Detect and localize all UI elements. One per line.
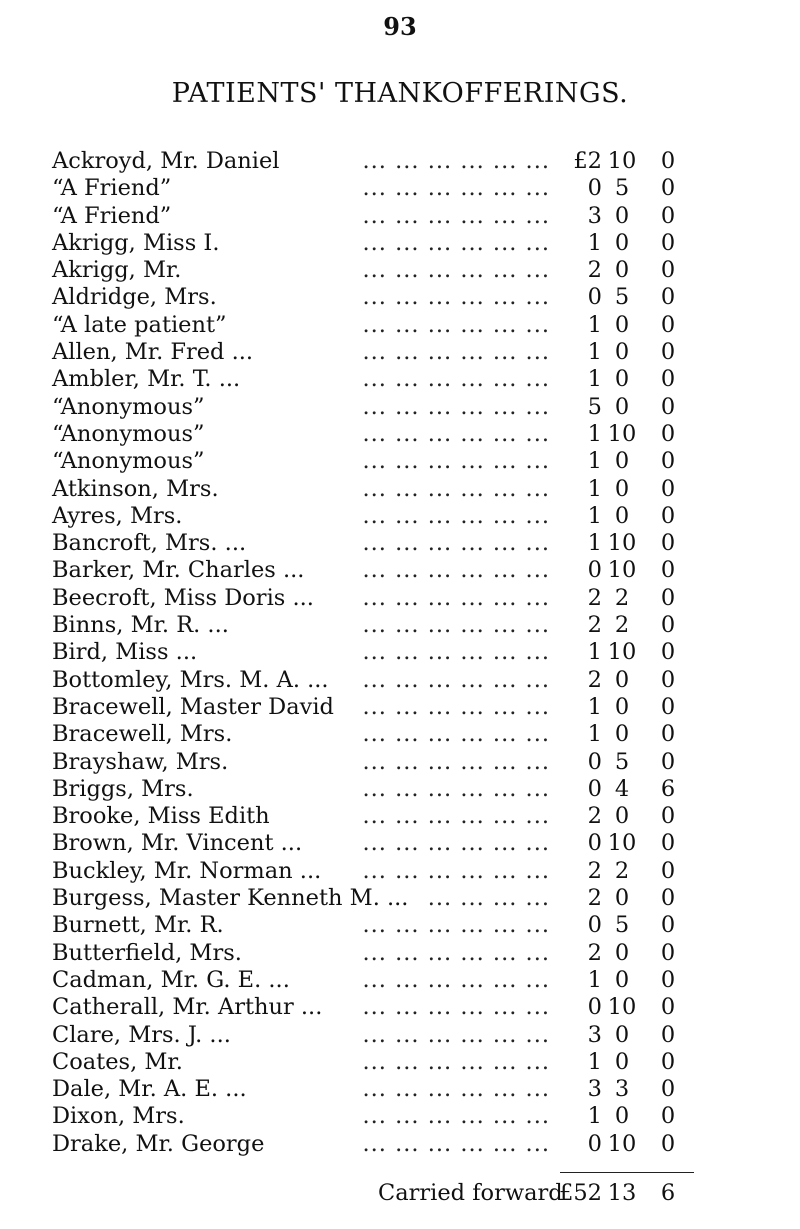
donor-name: Butterfield, Mrs. <box>52 939 242 966</box>
amount-shillings: 0 <box>614 885 630 912</box>
donor-name: Dixon, Mrs. <box>52 1103 185 1130</box>
amount-pence: 0 <box>660 257 676 284</box>
amount-shillings: 2 <box>614 857 630 884</box>
amount-pounds: 2 <box>587 612 602 639</box>
donor-name: Brown, Mr. Vincent ... <box>52 830 303 857</box>
donor-name: Ayres, Mrs. <box>52 502 183 529</box>
amount-pounds: 0 <box>587 912 602 939</box>
leader-dots: ... ... ... ... ... ... <box>362 366 550 393</box>
amount-pence: 0 <box>660 666 676 693</box>
donor-name: Dale, Mr. A. E. ... <box>52 1076 247 1103</box>
donation-row <box>0 394 800 421</box>
amount-pence: 0 <box>660 229 676 256</box>
amount-shillings: 10 <box>607 420 637 447</box>
total-pence: 6 <box>660 1180 676 1206</box>
donation-row <box>0 612 800 639</box>
amount-pence: 0 <box>660 311 676 338</box>
leader-dots: ... ... ... ... ... ... <box>362 994 550 1021</box>
amount-shillings: 0 <box>614 966 630 993</box>
amount-shillings: 0 <box>614 1021 630 1048</box>
amount-pounds: 3 <box>587 1021 602 1048</box>
amount-pence: 0 <box>660 1076 676 1103</box>
donor-name: Ackroyd, Mr. Daniel <box>52 148 280 174</box>
amount-shillings: 0 <box>614 1103 630 1130</box>
donation-row <box>0 912 800 939</box>
amount-pounds: 1 <box>587 1103 602 1130</box>
leader-dots: ... ... ... ... ... ... <box>362 229 550 256</box>
amount-pence: 0 <box>660 612 676 639</box>
leader-dots: ... ... ... ... <box>427 885 550 912</box>
donation-row <box>0 557 800 584</box>
total-label: Carried forward <box>378 1180 563 1206</box>
amount-shillings: 0 <box>614 721 630 748</box>
donor-name: “Anonymous” <box>52 393 205 420</box>
amount-pence: 0 <box>660 284 676 311</box>
amount-pence: 0 <box>660 202 676 229</box>
total-rule <box>560 1172 694 1173</box>
donor-name: Bottomley, Mrs. M. A. ... <box>52 666 329 693</box>
leader-dots: ... ... ... ... ... ... <box>362 448 550 475</box>
amount-pence: 0 <box>660 721 676 748</box>
leader-dots: ... ... ... ... ... ... <box>362 393 550 420</box>
leader-dots: ... ... ... ... ... ... <box>362 420 550 447</box>
amount-pence: 0 <box>660 1048 676 1075</box>
amount-pounds: 2 <box>587 584 602 611</box>
amount-pence: 0 <box>660 175 676 202</box>
leader-dots: ... ... ... ... ... ... <box>362 502 550 529</box>
donor-name: Binns, Mr. R. ... <box>52 612 229 639</box>
donor-name: “Anonymous” <box>52 448 205 475</box>
amount-pence: 0 <box>660 748 676 775</box>
donation-row <box>0 1103 800 1130</box>
amount-pence: 0 <box>660 448 676 475</box>
donor-name: Beecroft, Miss Doris ... <box>52 584 314 611</box>
amount-pounds: 2 <box>587 939 602 966</box>
amount-pounds: 1 <box>587 448 602 475</box>
amount-shillings: 0 <box>614 666 630 693</box>
donor-name: Aldridge, Mrs. <box>52 284 217 311</box>
donation-row <box>0 585 800 612</box>
donation-row <box>0 858 800 885</box>
donation-row <box>0 230 800 257</box>
donation-row <box>0 803 800 830</box>
amount-pence: 0 <box>660 639 676 666</box>
amount-shillings: 10 <box>607 557 637 584</box>
leader-dots: ... ... ... ... ... ... <box>362 284 550 311</box>
donor-name: Barker, Mr. Charles ... <box>52 557 305 584</box>
page-title: PATIENTS' THANKOFFERINGS. <box>171 78 629 109</box>
amount-pounds: 1 <box>587 502 602 529</box>
amount-shillings: 0 <box>614 475 630 502</box>
amount-pence: 0 <box>660 584 676 611</box>
amount-shillings: 0 <box>614 339 630 366</box>
donation-row <box>0 284 800 311</box>
donation-row <box>0 967 800 994</box>
amount-shillings: 3 <box>614 1076 630 1103</box>
amount-pounds: 1 <box>587 639 602 666</box>
amount-shillings: 0 <box>614 448 630 475</box>
donation-row <box>0 749 800 776</box>
donation-row <box>0 1131 800 1158</box>
leader-dots: ... ... ... ... ... ... <box>362 339 550 366</box>
donation-row <box>0 503 800 530</box>
amount-pence: 0 <box>660 557 676 584</box>
donation-row <box>0 721 800 748</box>
amount-shillings: 10 <box>607 1130 637 1157</box>
amount-pounds: 1 <box>587 530 602 557</box>
amount-pounds: 0 <box>587 748 602 775</box>
amount-pence: 0 <box>660 420 676 447</box>
donation-row <box>0 1022 800 1049</box>
amount-shillings: 0 <box>614 393 630 420</box>
leader-dots: ... ... ... ... ... ... <box>362 1076 550 1103</box>
donation-row <box>0 885 800 912</box>
amount-pence: 0 <box>660 366 676 393</box>
donor-name: Coates, Mr. <box>52 1048 183 1075</box>
donor-name: Brayshaw, Mrs. <box>52 748 229 775</box>
donor-name: “Anonymous” <box>52 420 205 447</box>
amount-shillings: 2 <box>614 584 630 611</box>
amount-pounds: 1 <box>587 311 602 338</box>
amount-pounds: 5 <box>587 393 602 420</box>
donor-name: Burnett, Mr. R. <box>52 912 224 939</box>
amount-pounds: 0 <box>587 994 602 1021</box>
amount-pence: 0 <box>660 502 676 529</box>
leader-dots: ... ... ... ... ... ... <box>362 1021 550 1048</box>
amount-pence: 0 <box>660 830 676 857</box>
amount-pounds: 1 <box>587 475 602 502</box>
amount-pounds: 0 <box>587 557 602 584</box>
total-row <box>0 1180 800 1212</box>
leader-dots: ... ... ... ... ... ... <box>362 857 550 884</box>
amount-shillings: 10 <box>607 148 637 174</box>
donor-name: Akrigg, Mr. <box>52 257 182 284</box>
amount-pence: 0 <box>660 530 676 557</box>
amount-pence: 0 <box>660 339 676 366</box>
amount-shillings: 0 <box>614 693 630 720</box>
donation-row <box>0 366 800 393</box>
leader-dots: ... ... ... ... ... ... <box>362 803 550 830</box>
amount-pounds: 1 <box>587 229 602 256</box>
amount-pounds: 0 <box>587 1130 602 1157</box>
donor-name: Catherall, Mr. Arthur ... <box>52 994 323 1021</box>
amount-pounds: 0 <box>587 830 602 857</box>
donor-name: Buckley, Mr. Norman ... <box>52 857 322 884</box>
donation-row <box>0 312 800 339</box>
amount-shillings: 10 <box>607 830 637 857</box>
amount-shillings: 5 <box>614 284 630 311</box>
amount-pounds: 1 <box>587 693 602 720</box>
amount-pence: 0 <box>660 1130 676 1157</box>
leader-dots: ... ... ... ... ... ... <box>362 721 550 748</box>
amount-pence: 0 <box>660 939 676 966</box>
amount-shillings: 5 <box>614 912 630 939</box>
leader-dots: ... ... ... ... ... ... <box>362 939 550 966</box>
amount-shillings: 0 <box>614 939 630 966</box>
donor-name: “A Friend” <box>52 202 172 229</box>
amount-shillings: 0 <box>614 202 630 229</box>
amount-shillings: 0 <box>614 1048 630 1075</box>
amount-pence: 6 <box>660 775 676 802</box>
amount-shillings: 10 <box>607 639 637 666</box>
leader-dots: ... ... ... ... ... ... <box>362 912 550 939</box>
donation-row <box>0 776 800 803</box>
donation-row <box>0 830 800 857</box>
donor-name: Burgess, Master Kenneth M. ... <box>52 885 409 912</box>
donation-row <box>0 203 800 230</box>
amount-shillings: 5 <box>614 175 630 202</box>
donation-row <box>0 339 800 366</box>
amount-pounds: 1 <box>587 366 602 393</box>
donor-name: Clare, Mrs. J. ... <box>52 1021 231 1048</box>
amount-pence: 0 <box>660 475 676 502</box>
amount-shillings: 10 <box>607 530 637 557</box>
donation-row <box>0 175 800 202</box>
leader-dots: ... ... ... ... ... ... <box>362 639 550 666</box>
donor-name: Drake, Mr. George <box>52 1130 265 1157</box>
donation-row <box>0 1076 800 1103</box>
donation-row <box>0 667 800 694</box>
amount-shillings: 0 <box>614 229 630 256</box>
amount-pence: 0 <box>660 393 676 420</box>
amount-shillings: 5 <box>614 748 630 775</box>
leader-dots: ... ... ... ... ... ... <box>362 1103 550 1130</box>
amount-shillings: 0 <box>614 311 630 338</box>
amount-pounds: 1 <box>587 339 602 366</box>
amount-pounds: 1 <box>587 1048 602 1075</box>
leader-dots: ... ... ... ... ... ... <box>362 693 550 720</box>
donor-name: Atkinson, Mrs. <box>52 475 219 502</box>
donor-name: Bird, Miss ... <box>52 639 198 666</box>
leader-dots: ... ... ... ... ... ... <box>362 202 550 229</box>
donor-name: Akrigg, Miss I. <box>52 229 220 256</box>
amount-pence: 0 <box>660 857 676 884</box>
amount-pence: 0 <box>660 1103 676 1130</box>
leader-dots: ... ... ... ... ... ... <box>362 475 550 502</box>
leader-dots: ... ... ... ... ... ... <box>362 584 550 611</box>
amount-pence: 0 <box>660 912 676 939</box>
donation-row <box>0 530 800 557</box>
amount-pounds: 2 <box>587 857 602 884</box>
leader-dots: ... ... ... ... ... ... <box>362 1130 550 1157</box>
leader-dots: ... ... ... ... ... ... <box>362 311 550 338</box>
donation-row <box>0 421 800 448</box>
amount-pence: 0 <box>660 994 676 1021</box>
amount-pounds: 3 <box>587 1076 602 1103</box>
donation-row <box>0 476 800 503</box>
donation-row <box>0 639 800 666</box>
donor-name: Brooke, Miss Edith <box>52 803 270 830</box>
donor-name: Briggs, Mrs. <box>52 775 194 802</box>
donation-row <box>0 448 800 475</box>
page-number: 93 <box>383 12 417 41</box>
donation-row <box>0 257 800 284</box>
leader-dots: ... ... ... ... ... ... <box>362 557 550 584</box>
leader-dots: ... ... ... ... ... ... <box>362 748 550 775</box>
amount-pounds: 0 <box>587 284 602 311</box>
donor-name: “A late patient” <box>52 311 227 338</box>
total-pounds: £52 <box>559 1180 602 1206</box>
donor-name: Bracewell, Mrs. <box>52 721 233 748</box>
leader-dots: ... ... ... ... ... ... <box>362 612 550 639</box>
donor-name: Cadman, Mr. G. E. ... <box>52 966 290 993</box>
amount-pounds: 1 <box>587 420 602 447</box>
donor-name: Bracewell, Master David <box>52 693 334 720</box>
leader-dots: ... ... ... ... ... ... <box>362 775 550 802</box>
amount-shillings: 0 <box>614 257 630 284</box>
amount-shillings: 0 <box>614 803 630 830</box>
donor-name: Ambler, Mr. T. ... <box>52 366 241 393</box>
amount-shillings: 2 <box>614 612 630 639</box>
amount-pence: 0 <box>660 885 676 912</box>
donation-row <box>0 694 800 721</box>
leader-dots: ... ... ... ... ... ... <box>362 530 550 557</box>
amount-pence: 0 <box>660 803 676 830</box>
donation-row <box>0 994 800 1021</box>
leader-dots: ... ... ... ... ... ... <box>362 830 550 857</box>
donation-row <box>0 940 800 967</box>
amount-pence: 0 <box>660 148 676 174</box>
amount-pounds: 1 <box>587 966 602 993</box>
total-shillings: 13 <box>607 1180 637 1206</box>
donation-row <box>0 148 800 175</box>
leader-dots: ... ... ... ... ... ... <box>362 175 550 202</box>
amount-shillings: 0 <box>614 366 630 393</box>
amount-shillings: 0 <box>614 502 630 529</box>
donor-name: Allen, Mr. Fred ... <box>52 339 254 366</box>
amount-pounds: 3 <box>587 202 602 229</box>
amount-shillings: 4 <box>614 775 630 802</box>
leader-dots: ... ... ... ... ... ... <box>362 1048 550 1075</box>
amount-pounds: 2 <box>587 803 602 830</box>
amount-pounds: 2 <box>587 666 602 693</box>
amount-pence: 0 <box>660 693 676 720</box>
leader-dots: ... ... ... ... ... ... <box>362 257 550 284</box>
leader-dots: ... ... ... ... ... ... <box>362 148 550 174</box>
leader-dots: ... ... ... ... ... ... <box>362 666 550 693</box>
amount-pounds: 1 <box>587 721 602 748</box>
amount-pounds: 2 <box>587 885 602 912</box>
donor-name: Bancroft, Mrs. ... <box>52 530 247 557</box>
amount-pounds: 0 <box>587 775 602 802</box>
amount-pence: 0 <box>660 1021 676 1048</box>
amount-pounds: 0 <box>587 175 602 202</box>
amount-shillings: 10 <box>607 994 637 1021</box>
amount-pounds: 2 <box>587 257 602 284</box>
donation-row <box>0 1049 800 1076</box>
donor-name: “A Friend” <box>52 175 172 202</box>
amount-pounds: £2 <box>573 148 602 174</box>
amount-pence: 0 <box>660 966 676 993</box>
donation-list <box>0 148 800 1158</box>
leader-dots: ... ... ... ... ... ... <box>362 966 550 993</box>
